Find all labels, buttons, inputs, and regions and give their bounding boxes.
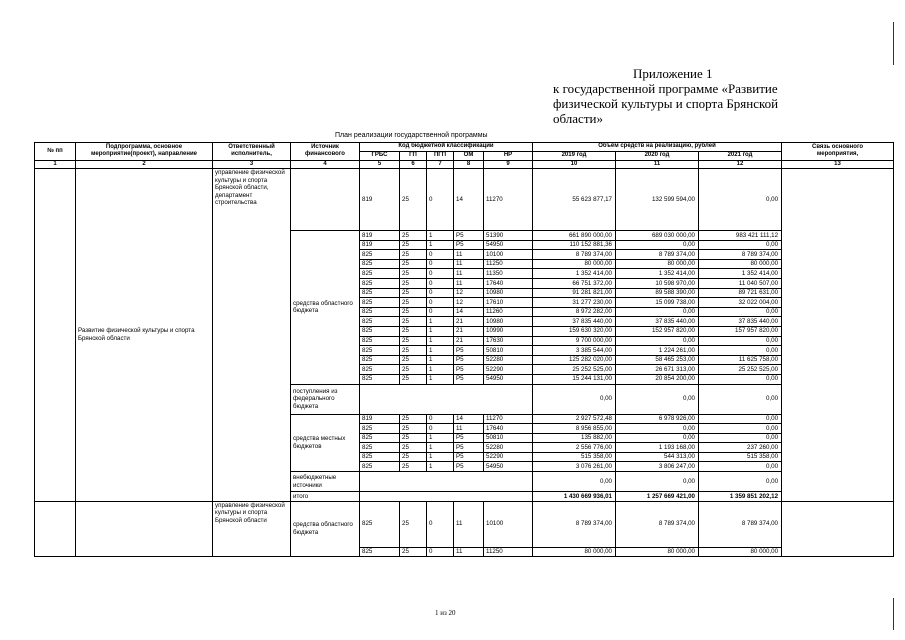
nr-cell: 17630 (484, 336, 533, 346)
pgp-cell: 1 (427, 326, 454, 336)
code-empty-cell (360, 492, 533, 502)
nr-cell: 50810 (484, 346, 533, 356)
value-2019: 25 252 525,00 (533, 365, 616, 375)
nr-cell: 11260 (484, 307, 533, 317)
header-nr: НР (484, 152, 533, 161)
header-gp: ГП (400, 152, 427, 161)
source-cell: средства областного бюджета (291, 501, 360, 557)
value-2019: 515 358,00 (533, 452, 616, 462)
plan-table (34, 142, 894, 557)
value-2019: 80 000,00 (533, 547, 616, 557)
value-2019: 15 244 131,00 (533, 374, 616, 384)
pgp-cell: 0 (427, 298, 454, 308)
om-cell: 12 (454, 288, 484, 298)
nr-cell: 52290 (484, 365, 533, 375)
gp-cell: 25 (400, 452, 427, 462)
header-pgp: ПГП (427, 152, 454, 161)
pgp-cell: 1 (427, 443, 454, 453)
col-number: 9 (484, 160, 533, 169)
source-cell: итого (291, 492, 360, 502)
header-code: Код бюджетной классификации (360, 143, 533, 152)
gp-cell: 25 (400, 346, 427, 356)
value-2020: 80 000,00 (616, 547, 699, 557)
col-number: 11 (616, 160, 699, 169)
pgp-cell: 0 (427, 424, 454, 434)
col-number: 3 (213, 160, 291, 169)
pgp-cell: 0 (427, 259, 454, 269)
gp-cell: 25 (400, 336, 427, 346)
om-cell: P5 (454, 355, 484, 365)
value-2020: 0,00 (616, 424, 699, 434)
value-2020: 3 806 247,00 (616, 462, 699, 472)
om-cell: 11 (454, 424, 484, 434)
value-2021: 0,00 (699, 414, 782, 424)
value-2019: 135 882,00 (533, 433, 616, 443)
om-cell: P5 (454, 462, 484, 472)
col-number: 13 (782, 160, 894, 169)
grbs-cell: 825 (360, 365, 400, 375)
om-cell: 11 (454, 250, 484, 260)
value-2021: 11 040 507,00 (699, 278, 782, 288)
value-2020: 58 465 253,00 (616, 355, 699, 365)
col-number: 5 (360, 160, 400, 169)
nr-cell: 11250 (484, 259, 533, 269)
pgp-cell: 0 (427, 250, 454, 260)
link-cell (782, 169, 894, 502)
value-2019: 2 927 572,48 (533, 414, 616, 424)
grbs-cell: 825 (360, 452, 400, 462)
pgp-cell: 1 (427, 336, 454, 346)
page-edge-line-bottom (893, 598, 894, 630)
value-2019: 8 789 374,00 (533, 501, 616, 547)
om-cell: P5 (454, 346, 484, 356)
value-2019: 31 277 230,00 (533, 298, 616, 308)
nr-cell: 17640 (484, 278, 533, 288)
pgp-cell: 0 (427, 269, 454, 279)
col-number: 4 (291, 160, 360, 169)
appendix-line-2: к государственной программе «Развитие (553, 81, 778, 96)
value-2021: 89 721 631,00 (699, 288, 782, 298)
value-2021: 0,00 (699, 384, 782, 414)
col-number: 1 (35, 160, 76, 169)
header-source: Источник финансового (291, 143, 360, 161)
value-2021: 0,00 (699, 336, 782, 346)
source-cell: поступления из федерального бюджета (291, 384, 360, 414)
pgp-cell: 1 (427, 462, 454, 472)
value-2021: 0,00 (699, 346, 782, 356)
header-grbs: ГРБС (360, 152, 400, 161)
om-cell: 12 (454, 298, 484, 308)
link-cell (782, 501, 894, 557)
nr-cell: 52290 (484, 452, 533, 462)
appendix-line-1: Приложение 1 (633, 66, 713, 81)
grbs-cell: 825 (360, 336, 400, 346)
value-2019: 37 835 440,00 (533, 317, 616, 327)
value-2019: 125 282 020,00 (533, 355, 616, 365)
value-2021: 0,00 (699, 240, 782, 250)
value-2020: 26 671 313,00 (616, 365, 699, 375)
pgp-cell: 0 (427, 547, 454, 557)
gp-cell: 25 (400, 298, 427, 308)
grbs-cell: 825 (360, 355, 400, 365)
value-2021: 983 421 111,12 (699, 231, 782, 241)
col-number: 12 (699, 160, 782, 169)
gp-cell: 25 (400, 240, 427, 250)
pgp-cell: 0 (427, 414, 454, 424)
om-cell: 21 (454, 336, 484, 346)
value-2020: 20 854 200,00 (616, 374, 699, 384)
header-subprogram: Подпрограмма, основное мероприятие(проект), направление (76, 143, 213, 161)
value-2020: 689 030 000,00 (616, 231, 699, 241)
grbs-cell: 819 (360, 240, 400, 250)
value-2021: 0,00 (699, 374, 782, 384)
value-2021: 1 359 851 202,12 (699, 492, 782, 502)
grbs-cell: 825 (360, 547, 400, 557)
nr-cell: 11350 (484, 269, 533, 279)
pgp-cell: 1 (427, 355, 454, 365)
grbs-cell: 825 (360, 278, 400, 288)
gp-cell: 25 (400, 307, 427, 317)
grbs-cell: 825 (360, 462, 400, 472)
value-2019: 8 789 374,00 (533, 250, 616, 260)
gp-cell: 25 (400, 365, 427, 375)
gp-cell: 25 (400, 169, 427, 231)
value-2020: 37 835 440,00 (616, 317, 699, 327)
grbs-cell: 819 (360, 169, 400, 231)
pgp-cell: 1 (427, 240, 454, 250)
value-2021: 515 358,00 (699, 452, 782, 462)
gp-cell: 25 (400, 462, 427, 472)
pgp-cell: 1 (427, 452, 454, 462)
value-2021: 157 957 820,00 (699, 326, 782, 336)
gp-cell: 25 (400, 424, 427, 434)
grbs-cell: 819 (360, 231, 400, 241)
gp-cell: 25 (400, 433, 427, 443)
gp-cell: 25 (400, 269, 427, 279)
value-2021: 25 252 525,00 (699, 365, 782, 375)
col-number: 10 (533, 160, 616, 169)
om-cell: 11 (454, 269, 484, 279)
gp-cell: 25 (400, 250, 427, 260)
gp-cell: 25 (400, 501, 427, 547)
value-2019: 91 281 821,00 (533, 288, 616, 298)
col-number: 8 (454, 160, 484, 169)
om-cell: 21 (454, 317, 484, 327)
value-2020: 1 224 261,00 (616, 346, 699, 356)
grbs-cell: 825 (360, 317, 400, 327)
value-2019: 8 956 855,00 (533, 424, 616, 434)
pgp-cell: 0 (427, 307, 454, 317)
grbs-cell: 825 (360, 326, 400, 336)
value-2019: 3 076 261,00 (533, 462, 616, 472)
gp-cell: 25 (400, 317, 427, 327)
nr-cell: 50810 (484, 433, 533, 443)
value-2020: 0,00 (616, 336, 699, 346)
responsible-cell: управление физической культуры и спорта Брянской области (213, 501, 291, 557)
om-cell: 21 (454, 326, 484, 336)
grbs-cell: 819 (360, 414, 400, 424)
value-2020: 544 313,00 (616, 452, 699, 462)
gp-cell: 25 (400, 231, 427, 241)
header-om: ОМ (454, 152, 484, 161)
header-link: Связь основного мероприятия, (782, 143, 894, 161)
grbs-cell: 825 (360, 269, 400, 279)
subprogram-cell: Развитие физической культуры и спорта Брянской области (76, 169, 213, 502)
source-cell: внебюджетные источники (291, 472, 360, 492)
om-cell: P5 (454, 374, 484, 384)
col-number: 2 (76, 160, 213, 169)
source-empty-cell (291, 169, 360, 231)
gp-cell: 25 (400, 443, 427, 453)
value-2019: 1 352 414,00 (533, 269, 616, 279)
nr-cell: 52280 (484, 443, 533, 453)
grbs-cell: 825 (360, 259, 400, 269)
value-2020: 1 193 168,00 (616, 443, 699, 453)
om-cell: 11 (454, 278, 484, 288)
value-2021: 8 789 374,00 (699, 501, 782, 547)
grbs-cell: 825 (360, 346, 400, 356)
om-cell: 14 (454, 307, 484, 317)
value-2020: 10 598 970,00 (616, 278, 699, 288)
value-2019: 110 152 881,36 (533, 240, 616, 250)
grbs-cell: 825 (360, 250, 400, 260)
gp-cell: 25 (400, 278, 427, 288)
value-2020: 89 588 390,00 (616, 288, 699, 298)
value-2019: 8 972 282,00 (533, 307, 616, 317)
plan-title: План реализации государственной программы (335, 132, 488, 139)
value-2020: 0,00 (616, 307, 699, 317)
grbs-cell: 825 (360, 298, 400, 308)
value-2021: 1 352 414,00 (699, 269, 782, 279)
grbs-cell: 825 (360, 501, 400, 547)
nr-cell: 54950 (484, 462, 533, 472)
nr-cell: 52280 (484, 355, 533, 365)
nr-cell: 11270 (484, 169, 533, 231)
value-2019: 9 700 000,00 (533, 336, 616, 346)
value-2020: 6 978 926,00 (616, 414, 699, 424)
pgp-cell: 1 (427, 231, 454, 241)
pgp-cell: 0 (427, 501, 454, 547)
om-cell: P5 (454, 443, 484, 453)
value-2021: 0,00 (699, 169, 782, 231)
value-2019: 0,00 (533, 384, 616, 414)
header-2021: 2021 год (699, 152, 782, 161)
pgp-cell: 1 (427, 365, 454, 375)
value-2019: 1 430 669 936,01 (533, 492, 616, 502)
header-volume: Объём средств на реализацию, рублей (533, 143, 782, 152)
value-2021: 8 789 374,00 (699, 250, 782, 260)
nr-cell: 10990 (484, 326, 533, 336)
col-number: 7 (427, 160, 454, 169)
nr-cell: 11270 (484, 414, 533, 424)
value-2020: 8 789 374,00 (616, 501, 699, 547)
header-2019: 2019 год (533, 152, 616, 161)
gp-cell: 25 (400, 547, 427, 557)
value-2019: 3 385 544,00 (533, 346, 616, 356)
appendix-header (553, 66, 793, 126)
value-2021: 0,00 (699, 472, 782, 492)
nr-cell: 51390 (484, 231, 533, 241)
value-2019: 66 751 372,00 (533, 278, 616, 288)
value-2020: 8 789 374,00 (616, 250, 699, 260)
value-2019: 80 000,00 (533, 259, 616, 269)
header-num: № пп (35, 143, 76, 161)
om-cell: 14 (454, 169, 484, 231)
om-cell: 14 (454, 414, 484, 424)
nr-cell: 10980 (484, 317, 533, 327)
pgp-cell: 0 (427, 169, 454, 231)
value-2021: 237 260,00 (699, 443, 782, 453)
value-2020: 132 599 594,00 (616, 169, 699, 231)
value-2021: 0,00 (699, 424, 782, 434)
gp-cell: 25 (400, 374, 427, 384)
value-2020: 0,00 (616, 384, 699, 414)
value-2020: 15 099 738,00 (616, 298, 699, 308)
grbs-cell: 825 (360, 424, 400, 434)
grbs-cell: 825 (360, 288, 400, 298)
plan-table-body (35, 169, 894, 557)
value-2021: 37 835 440,00 (699, 317, 782, 327)
gp-cell: 25 (400, 414, 427, 424)
code-empty-cell (360, 384, 533, 414)
column-number-row (35, 160, 894, 169)
row-number-cell (35, 501, 76, 557)
om-cell: P5 (454, 240, 484, 250)
om-cell: P5 (454, 365, 484, 375)
om-cell: P5 (454, 433, 484, 443)
pgp-cell: 1 (427, 346, 454, 356)
pgp-cell: 0 (427, 278, 454, 288)
om-cell: 11 (454, 259, 484, 269)
table-row (35, 501, 894, 547)
source-cell: средства областного бюджета (291, 231, 360, 385)
value-2020: 0,00 (616, 240, 699, 250)
om-cell: P5 (454, 452, 484, 462)
nr-cell: 17640 (484, 424, 533, 434)
value-2021: 80 000,00 (699, 259, 782, 269)
nr-cell: 11250 (484, 547, 533, 557)
nr-cell: 10100 (484, 501, 533, 547)
nr-cell: 10980 (484, 288, 533, 298)
value-2019: 159 630 320,00 (533, 326, 616, 336)
responsible-cell: управление физической культуры и спорта Брянской области, департамент строительства (213, 169, 291, 502)
value-2021: 0,00 (699, 433, 782, 443)
value-2020: 0,00 (616, 433, 699, 443)
value-2019: 0,00 (533, 472, 616, 492)
value-2020: 80 000,00 (616, 259, 699, 269)
value-2020: 0,00 (616, 472, 699, 492)
row-number-cell (35, 169, 76, 502)
value-2021: 32 022 004,00 (699, 298, 782, 308)
om-cell: 11 (454, 547, 484, 557)
value-2019: 661 890 000,00 (533, 231, 616, 241)
code-empty-cell (360, 472, 533, 492)
col-number: 6 (400, 160, 427, 169)
appendix-line-3: физической культуры и спорта Брянской (553, 96, 779, 111)
pgp-cell: 1 (427, 433, 454, 443)
value-2020: 1 257 669 421,00 (616, 492, 699, 502)
nr-cell: 10100 (484, 250, 533, 260)
pgp-cell: 1 (427, 374, 454, 384)
header-2020: 2020 год (616, 152, 699, 161)
om-cell: 11 (454, 501, 484, 547)
nr-cell: 54950 (484, 240, 533, 250)
value-2021: 11 625 758,00 (699, 355, 782, 365)
value-2021: 0,00 (699, 462, 782, 472)
table-row (35, 169, 894, 231)
pgp-cell: 0 (427, 288, 454, 298)
page-footer: 1 из 20 (435, 609, 456, 617)
source-cell: средства местных бюджетов (291, 414, 360, 472)
grbs-cell: 825 (360, 307, 400, 317)
gp-cell: 25 (400, 288, 427, 298)
header-responsible: Ответственный исполнитель, (213, 143, 291, 161)
grbs-cell: 825 (360, 443, 400, 453)
grbs-cell: 825 (360, 433, 400, 443)
nr-cell: 54950 (484, 374, 533, 384)
page-edge-line (893, 22, 894, 65)
value-2021: 0,00 (699, 307, 782, 317)
nr-cell: 17610 (484, 298, 533, 308)
appendix-line-4: области» (553, 111, 603, 126)
grbs-cell: 825 (360, 374, 400, 384)
gp-cell: 25 (400, 259, 427, 269)
gp-cell: 25 (400, 355, 427, 365)
gp-cell: 25 (400, 326, 427, 336)
value-2019: 2 556 776,00 (533, 443, 616, 453)
value-2020: 152 957 820,00 (616, 326, 699, 336)
subprogram-cell (76, 501, 213, 557)
value-2019: 55 623 877,17 (533, 169, 616, 231)
value-2020: 1 352 414,00 (616, 269, 699, 279)
pgp-cell: 1 (427, 317, 454, 327)
om-cell: P5 (454, 231, 484, 241)
value-2021: 80 000,00 (699, 547, 782, 557)
